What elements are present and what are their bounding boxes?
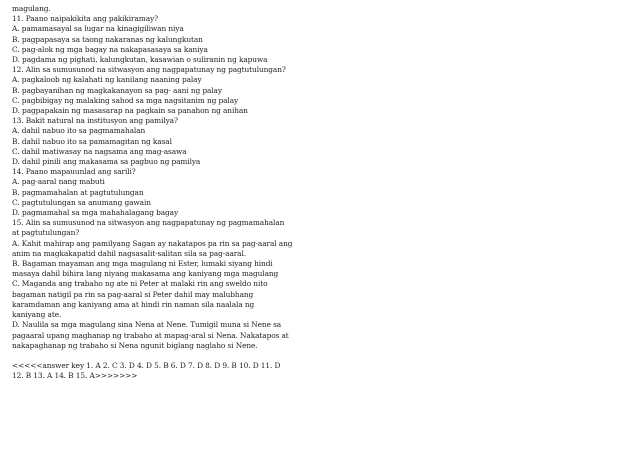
choice-15c-cont: karamdaman ang kaniyang ama at hindi rin naman sila naalala ng — [12, 299, 255, 309]
choice-13b: B. dahil nabuo ito sa pamamagitan ng kasal — [12, 136, 172, 146]
question-13: 13. Bakit natural na institusyon ang pamilya? — [12, 116, 178, 126]
question-15: 15. Alin sa sumusunod na sitwasyon ang nagpapatunay ng pagmamahalan — [12, 218, 285, 228]
choice-15c-cont: bagaman natigil pa rin sa pag-aaral si Peter dahil may malubhang — [12, 289, 254, 299]
choice-15a-cont: anim na magkakapatid dahil nagsasalit-salitan sila sa pag-aaral. — [12, 248, 246, 258]
question-12: 12. Alin sa sumusunod na sitwasyon ang nagpapatunay ng pagtutulungan? — [12, 65, 286, 75]
answer-key-line: 12. B 13. A 14. B 15. A>>>>>>> — [12, 371, 138, 381]
choice-14c: C. pagtutulungan sa anumang gawain — [12, 197, 151, 207]
choice-15d: D. Naulila sa mga magulang sina Nena at Nene. Tumigil muna si Nene sa — [12, 320, 282, 330]
choice-11b: B. pagpapasaya sa taong nakaranas ng kalungkutan — [12, 34, 203, 44]
question-15-cont: at pagtutulungan? — [12, 228, 80, 238]
answer-key — [12, 361, 638, 381]
choice-11c: C. pag-alok ng mga bagay na nakapasasaya sa kaniya — [12, 44, 208, 54]
spacer — [12, 351, 638, 361]
choice-12c: C. pagbibigay ng malaking sahod sa mga nagsitanim ng palay — [12, 95, 239, 105]
question-text — [12, 4, 638, 351]
choice-15d-cont: pagaaral upang maghanap ng trabaho at mapag-aral si Nena. Nakatapos at — [12, 330, 289, 340]
choice-12d: D. pagpapakain ng masasarap na pagkain sa panahon ng anihan — [12, 106, 248, 116]
choice-15b-cont: masaya dahil bihira lang niyang makasama ang kaniyang mga magulang — [12, 269, 279, 279]
choice-15d-cont: nakapaghanap ng trabaho si Nena ngunit biglang naglaho si Nene. — [12, 340, 258, 350]
choice-12b: B. pagbayanihan ng magkakanayon sa pag- aani ng palay — [12, 85, 222, 95]
question-11: 11. Paano naipakikita ang pakikiramay? — [12, 14, 158, 24]
choice-11a: A. pamamasayal sa lugar na kinagigiliwan niya — [12, 24, 184, 34]
choice-12a: A. pagkaloob ng kalahati ng kanilang naaning palay — [12, 75, 202, 85]
choice-11d: D. pagdama ng pighati, kalungkutan, kasawian o suliranin ng kapuwa — [12, 55, 268, 65]
choice-13d: D. dahil pinili ang makasama sa pagbuo ng pamilya — [12, 157, 201, 167]
question-14: 14. Paano mapauunlad ang sarili? — [12, 167, 136, 177]
text-line: magulang. — [12, 4, 51, 13]
choice-15c-cont: kaniyang ate. — [12, 310, 62, 320]
choice-15c: C. Maganda ang trabaho ng ate ni Peter at malaki rin ang sweldo nito — [12, 279, 268, 289]
choice-14d: D. pagmamahal sa mga mahahalagang bagay — [12, 208, 179, 218]
choice-13c: C. dahil matiwasay na nagsama ang mag-asawa — [12, 146, 187, 156]
answer-key-line: <<<<<answer key 1. A 2. C 3. D 4. D 5. B 6. D 7. D 8. D 9. B 10. D 11. D — [12, 360, 281, 370]
choice-15a: A. Kahit mahirap ang pamilyang Sagan ay nakatapos pa rin sa pag-aaral ang — [12, 238, 293, 248]
choice-14b: B. pagmamahalan at pagtutulungan — [12, 187, 144, 197]
choice-15b: B. Bagaman mayaman ang mga magulang ni Ester, lumaki siyang hindi — [12, 259, 273, 269]
choice-13a: A. dahil nabuo ito sa pagmamahalan — [12, 126, 146, 136]
choice-14a: A. pag-aaral nang mabuti — [12, 177, 105, 187]
